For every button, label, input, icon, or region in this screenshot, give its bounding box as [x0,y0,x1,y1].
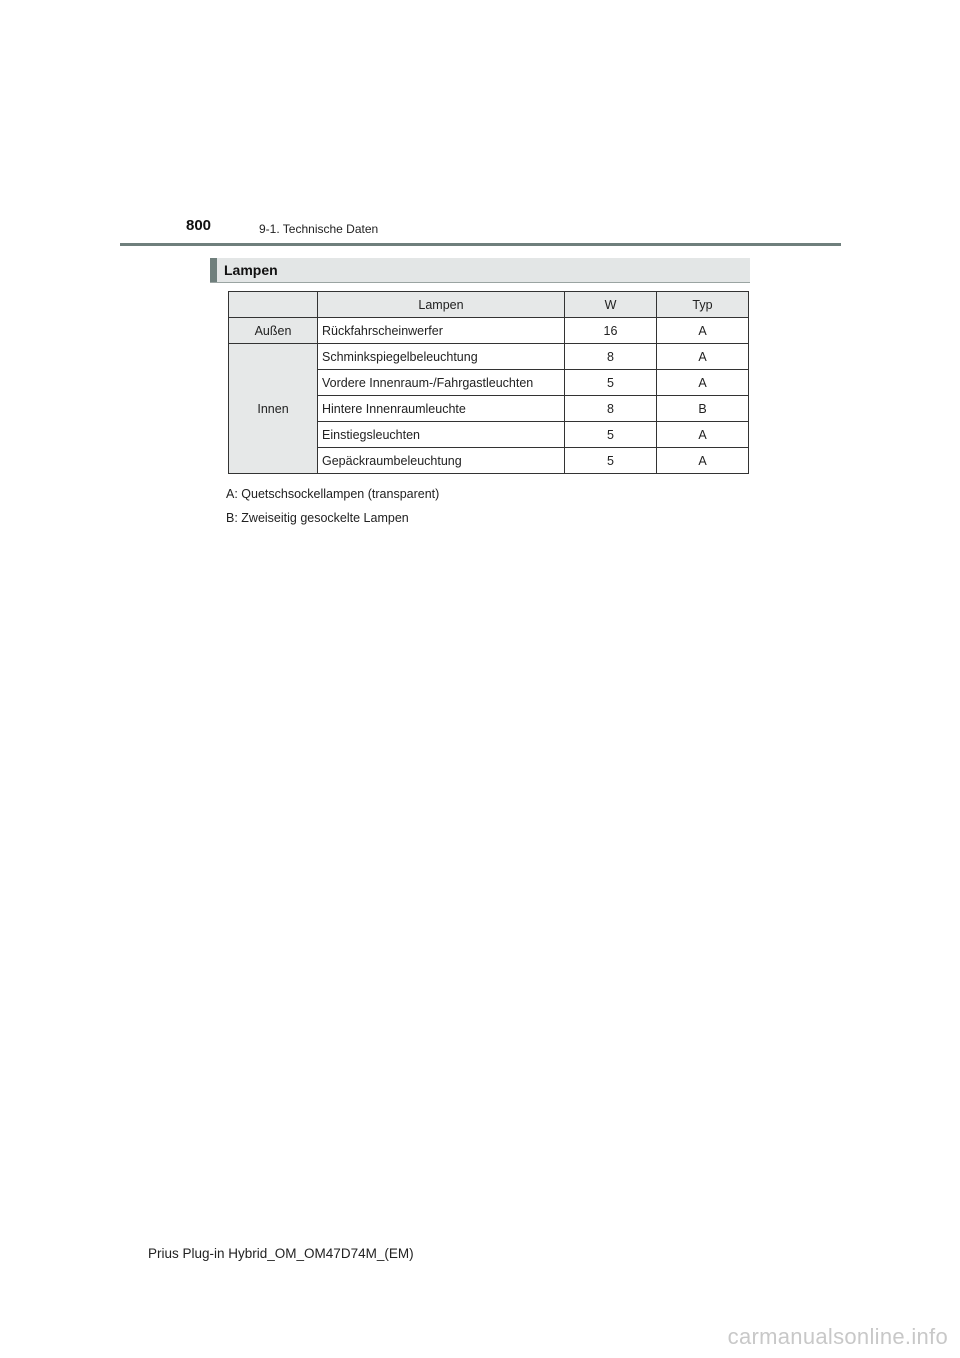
watt-cell: 8 [565,344,657,370]
table-row [229,344,749,370]
table-row [229,318,749,344]
document-footer: Prius Plug-in Hybrid_OM_OM47D74M_(EM) [148,1246,414,1261]
column-header-w: W [565,292,657,318]
heading-accent-bar [210,258,217,282]
lamp-name-cell: Schminkspiegelbeleuchtung [318,344,565,370]
watt-cell: 5 [565,370,657,396]
watt-cell: 8 [565,396,657,422]
lamp-name-cell: Vordere Innenraum-/Fahrgastleuchten [318,370,565,396]
section-heading-text: Lampen [224,262,278,278]
type-cell: B [657,396,749,422]
note-type-a: A: Quetschsockellampen (transparent) [226,487,440,501]
lamp-name-cell: Gepäckraumbeleuchtung [318,448,565,474]
column-header-typ: Typ [657,292,749,318]
header-divider [120,243,841,246]
type-cell: A [657,318,749,344]
lamp-name-cell: Einstiegsleuchten [318,422,565,448]
watt-cell: 16 [565,318,657,344]
column-header-area [229,292,318,318]
table-header-row [229,292,749,318]
type-cell: A [657,344,749,370]
section-title: 9-1. Technische Daten [259,222,379,236]
watt-cell: 5 [565,448,657,474]
type-cell: A [657,370,749,396]
watt-cell: 5 [565,422,657,448]
area-cell-innen: Innen [229,344,318,474]
type-cell: A [657,422,749,448]
section-heading [210,258,750,283]
lamp-name-cell: Rückfahrscheinwerfer [318,318,565,344]
page-number: 800 [186,217,212,234]
area-cell-aussen: Außen [229,318,318,344]
watermark: carmanualsonline.info [727,1324,948,1349]
lamp-name-cell: Hintere Innenraumleuchte [318,396,565,422]
type-cell: A [657,448,749,474]
lamps-table [228,291,749,474]
note-type-b: B: Zweiseitig gesockelte Lampen [226,511,409,525]
column-header-lampen: Lampen [318,292,565,318]
